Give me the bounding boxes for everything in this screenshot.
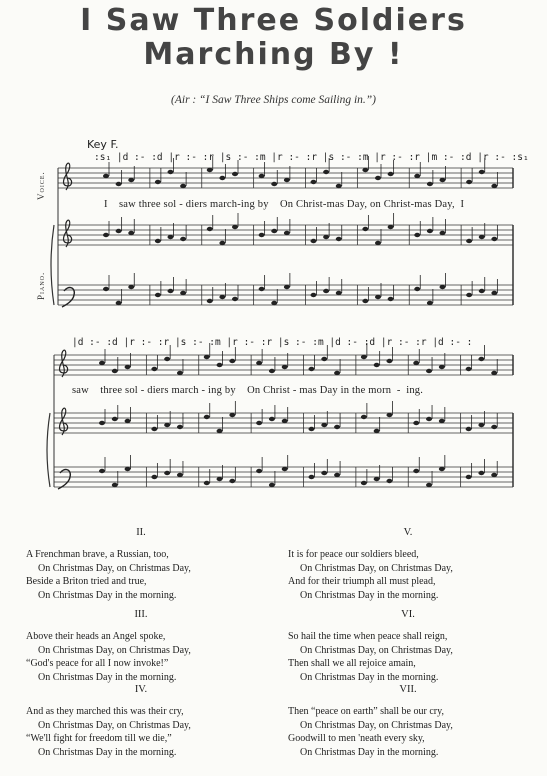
note-head (155, 239, 161, 243)
verse-number: II. (136, 527, 146, 538)
note-head (440, 231, 446, 235)
note-head (414, 233, 420, 237)
note-head (180, 237, 186, 241)
note-head (427, 229, 433, 233)
treble-clef-icon (60, 350, 68, 377)
bass-clef-icon (58, 470, 70, 489)
note-head (309, 475, 315, 479)
note-head (375, 176, 381, 180)
verse-number: III. (134, 609, 148, 620)
lyrics-system-1: I saw three sol - diers march-ing by On Christ-mas Day, on Christ-mas Day, I (104, 199, 465, 210)
note-head (116, 301, 122, 305)
note-head (217, 429, 223, 433)
note-head (491, 371, 497, 375)
song-title-line-2: Marching By ! (143, 37, 404, 72)
note-head (112, 483, 118, 487)
voice-part-label: Voice. (36, 171, 46, 200)
note-head (439, 467, 445, 471)
verse-2 (26, 526, 256, 602)
treble-clef-icon (64, 220, 72, 247)
note-head (284, 178, 290, 182)
verse-line: And for their triumph all must plead, (288, 576, 436, 588)
note-head (217, 477, 223, 481)
note-head (259, 233, 265, 237)
note-head (466, 367, 472, 371)
treble-clef-icon (60, 408, 68, 435)
verse-line: On Christmas Day in the morning. (38, 746, 177, 758)
note-head (323, 170, 329, 174)
note-head (125, 365, 131, 369)
note-head (334, 473, 340, 477)
note-head (116, 182, 122, 186)
bass-clef-icon (62, 288, 74, 307)
note-head (269, 483, 275, 487)
note-head (151, 427, 157, 431)
piano-part-label: Piano. (36, 271, 46, 300)
note-head (259, 287, 265, 291)
verse-7 (288, 683, 528, 759)
verse-line: A Frenchman brave, a Russian, too, (26, 549, 169, 561)
note-head (103, 233, 109, 237)
note-head (168, 170, 174, 174)
note-head (168, 235, 174, 239)
note-head (479, 235, 485, 239)
note-head (180, 184, 186, 188)
note-head (439, 365, 445, 369)
note-head (375, 241, 381, 245)
verse-line: On Christmas Day in the morning. (300, 589, 439, 601)
note-head (426, 417, 432, 421)
piano-brace (51, 225, 54, 305)
verse-line: On Christmas Day, on Christmas Day, (300, 562, 453, 574)
verse-line: On Christmas Day, on Christmas Day, (38, 719, 191, 731)
note-head (269, 369, 275, 373)
note-head (440, 178, 446, 182)
verse-line: Above their heads an Angel spoke, (26, 631, 166, 643)
note-head (217, 363, 223, 367)
note-head (125, 467, 131, 471)
note-head (232, 297, 238, 301)
verse-line: Goodwill to men 'neath every sky, (288, 733, 425, 745)
note-head (362, 227, 368, 231)
note-head (321, 423, 327, 427)
note-head (491, 237, 497, 241)
note-head (491, 184, 497, 188)
note-head (374, 363, 380, 367)
note-head (219, 241, 225, 245)
note-head (413, 361, 419, 365)
note-head (269, 417, 275, 421)
note-head (256, 421, 262, 425)
note-head (478, 357, 484, 361)
note-head (336, 237, 342, 241)
note-head (128, 178, 134, 182)
note-head (386, 359, 392, 363)
note-head (168, 289, 174, 293)
note-head (155, 180, 161, 184)
note-head (151, 475, 157, 479)
verse-3 (26, 608, 256, 684)
note-head (180, 291, 186, 295)
note-head (336, 184, 342, 188)
note-head (479, 289, 485, 293)
note-head (99, 361, 105, 365)
note-head (362, 168, 368, 172)
verse-line: On Christmas Day in the morning. (38, 671, 177, 683)
note-head (164, 357, 170, 361)
note-head (413, 421, 419, 425)
note-head (116, 229, 122, 233)
note-head (336, 291, 342, 295)
note-head (414, 287, 420, 291)
note-head (386, 479, 392, 483)
air-subtitle: (Air : “I Saw Three Ships come Sailing in.”) (171, 94, 376, 106)
note-head (204, 355, 210, 359)
lyrics-system-2: saw three sol - diers march - ing by On Christ - mas Day in the morn - ing. (72, 385, 424, 396)
note-head (256, 361, 262, 365)
note-head (229, 359, 235, 363)
note-head (311, 180, 317, 184)
note-head (151, 367, 157, 371)
note-head (414, 174, 420, 178)
verse-line: On Christmas Day in the morning. (300, 671, 439, 683)
note-head (155, 293, 161, 297)
note-head (282, 467, 288, 471)
verse-line: “God's peace for all I now invoke!” (26, 658, 169, 670)
note-head (207, 227, 213, 231)
note-head (282, 419, 288, 423)
note-head (229, 413, 235, 417)
note-head (271, 182, 277, 186)
note-head (413, 469, 419, 473)
note-head (386, 413, 392, 417)
note-head (177, 473, 183, 477)
note-head (323, 289, 329, 293)
note-head (334, 425, 340, 429)
note-head (219, 295, 225, 299)
note-head (439, 419, 445, 423)
verse-line: On Christmas Day, on Christmas Day, (38, 562, 191, 574)
note-head (164, 423, 170, 427)
note-head (259, 174, 265, 178)
note-head (177, 371, 183, 375)
note-head (466, 427, 472, 431)
note-head (426, 369, 432, 373)
verse-line: On Christmas Day, on Christmas Day, (300, 644, 453, 656)
note-head (388, 172, 394, 176)
verse-number: VII. (399, 684, 417, 695)
note-head (128, 285, 134, 289)
note-head (256, 469, 262, 473)
verse-line: So hail the time when peace shall reign, (288, 631, 448, 643)
note-head (309, 427, 315, 431)
treble-clef-icon (64, 163, 72, 190)
note-head (204, 481, 210, 485)
verse-line: On Christmas Day in the morning. (38, 589, 177, 601)
verse-number: VI. (401, 609, 415, 620)
note-head (466, 293, 472, 297)
verse-line: Then shall we all rejoice amain, (288, 658, 416, 670)
note-head (466, 475, 472, 479)
note-head (491, 291, 497, 295)
note-head (219, 176, 225, 180)
verse-5 (288, 526, 528, 602)
note-head (321, 471, 327, 475)
verse-line: On Christmas Day, on Christmas Day, (38, 644, 191, 656)
solfa-line-system-1: :s₁ |d :- :d |r :- :r |s :- :m |r :- :r |s :- :m |r :- :r |m :- :d |r :- :s₁ (94, 152, 529, 163)
note-head (440, 285, 446, 289)
note-head (309, 367, 315, 371)
note-head (204, 415, 210, 419)
note-head (427, 182, 433, 186)
note-head (466, 239, 472, 243)
note-head (426, 483, 432, 487)
note-head (125, 419, 131, 423)
note-head (284, 231, 290, 235)
note-head (311, 293, 317, 297)
note-head (112, 417, 118, 421)
note-head (229, 479, 235, 483)
note-head (466, 180, 472, 184)
note-head (375, 295, 381, 299)
verse-line: And as they marched this was their cry, (26, 706, 184, 718)
note-head (103, 287, 109, 291)
verse-6 (288, 608, 528, 684)
note-head (311, 239, 317, 243)
note-head (164, 471, 170, 475)
note-head (491, 473, 497, 477)
note-head (323, 235, 329, 239)
piano-brace (47, 413, 50, 487)
solfa-line-system-2: |d :- :d |r :- :r |s :- :m |r :- :r |s :- :m |d :- :d |r :- :r |d :- : (72, 337, 473, 348)
note-head (491, 425, 497, 429)
note-head (207, 168, 213, 172)
verse-line: Beside a Briton tried and true, (26, 576, 147, 588)
note-head (112, 369, 118, 373)
note-head (362, 299, 368, 303)
verse-line: On Christmas Day, on Christmas Day, (300, 719, 453, 731)
note-head (478, 423, 484, 427)
note-head (321, 357, 327, 361)
note-head (128, 231, 134, 235)
verse-number: IV. (134, 684, 148, 695)
key-signature-label: Key F. (87, 138, 119, 151)
note-head (284, 285, 290, 289)
verse-line: Then “peace on earth” shall be our cry, (288, 706, 444, 718)
note-head (361, 415, 367, 419)
note-head (232, 172, 238, 176)
note-head (271, 229, 277, 233)
verse-line: On Christmas Day in the morning. (300, 746, 439, 758)
note-head (361, 481, 367, 485)
note-head (334, 371, 340, 375)
verse-number: V. (403, 527, 413, 538)
verse-line: “We'll fight for freedom till we die,” (26, 733, 172, 745)
note-head (282, 365, 288, 369)
note-head (388, 225, 394, 229)
note-head (388, 297, 394, 301)
note-head (207, 299, 213, 303)
note-head (427, 301, 433, 305)
note-head (478, 471, 484, 475)
note-head (103, 174, 109, 178)
note-head (232, 225, 238, 229)
verse-4 (26, 683, 256, 759)
note-head (99, 421, 105, 425)
note-head (361, 355, 367, 359)
note-head (177, 425, 183, 429)
note-head (479, 170, 485, 174)
note-head (374, 477, 380, 481)
note-head (271, 301, 277, 305)
verse-line: It is for peace our soldiers bleed, (288, 549, 419, 561)
note-head (99, 469, 105, 473)
song-title-line-1: I Saw Three Soldiers (80, 3, 467, 38)
note-head (374, 429, 380, 433)
